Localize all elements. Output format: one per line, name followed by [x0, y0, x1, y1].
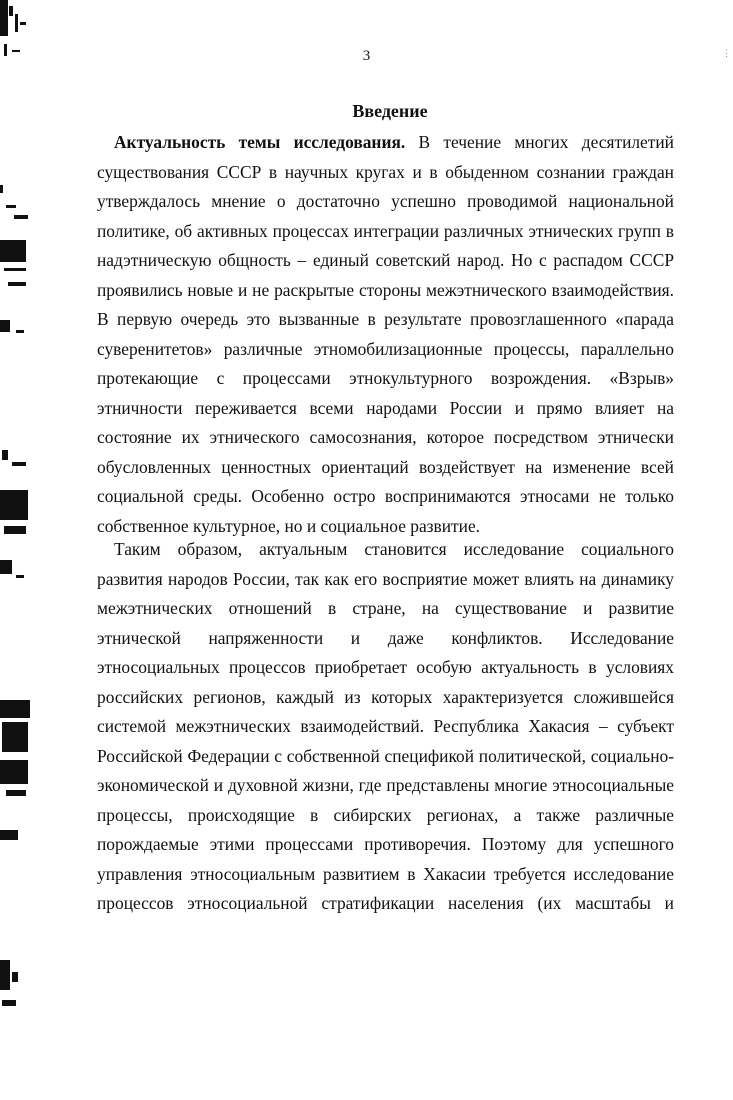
paragraph-1 — [97, 128, 674, 541]
paragraph-2 — [97, 535, 674, 919]
paragraph-1-line: проявились новые и не раскрытые стороны межэтнического взаимодействия. — [97, 279, 674, 300]
paragraph-1-line: В первую очередь это вызванные в результате провозглашенного «парада — [97, 309, 674, 329]
paragraph-1-line: протекающие с процессами этнокультурного возрождения. «Взрыв» — [97, 368, 674, 388]
paragraph-2-line: управления этносоциальным развитием в Хакасии требуется исследование — [97, 863, 674, 884]
paragraph-2-line: процессов этносоциальной стратификации населения (их масштабы и — [97, 893, 674, 913]
paragraph-1-line: политике, об активных процессах интеграции различных этнических групп в — [97, 220, 674, 241]
paragraph-2-line: этнической напряженности и даже конфликтов. Исследование — [97, 627, 674, 648]
paragraph-1-line: обусловленных ценностных ориентаций воздействует на изменение всей — [97, 456, 674, 477]
paragraph-2-line: межэтнических отношений в стране, на существование и развитие — [97, 598, 674, 618]
paragraph-2-line: экономической и духовной жизни, где представлены многие этносоциальные — [97, 775, 674, 795]
paragraph-1-line: состояние их этнического самосознания, которое посредством этнически — [97, 427, 674, 447]
paragraph-1-line: собственное культурное, но и социальное развитие. — [97, 515, 481, 536]
paragraph-2-line: порождаемые этими процессами противоречия. Поэтому для успешного — [97, 834, 674, 854]
paragraph-1-line: утверждалось мнение о достаточно успешно проводимой национальной — [97, 191, 674, 211]
paragraph-1-line: существования СССР в научных кругах и в обыденном сознании граждан — [97, 161, 674, 182]
paragraph-1-line: этничности переживается всеми народами России и прямо влияет на — [97, 397, 674, 418]
page-number: 3 — [362, 48, 371, 64]
paragraph-2-line: процессы, происходящие в сибирских регионах, а также различные — [97, 804, 674, 825]
paragraph-2-line: Российской Федерации с собственной спецификой политической, социально- — [97, 745, 674, 766]
paragraph-1-line: социальной среды. Особенно остро воспринимаются этносами не только — [97, 486, 674, 506]
paragraph-1-line: Актуальность темы исследования. В течение многих десятилетий — [114, 132, 674, 152]
paragraph-2-line: системой межэтнических взаимодействий. Республика Хакасия – субъект — [97, 716, 674, 736]
lead-phrase: Актуальность темы исследования. — [114, 132, 406, 152]
paragraph-1-line: надэтническую общность – единый советский народ. Но с распадом СССР — [97, 250, 674, 270]
paragraph-2-line: российских регионов, каждый из которых характеризуется сложившейся — [97, 686, 674, 707]
paragraph-2-line: развития народов России, так как его восприятие может влиять на динамику — [97, 568, 674, 589]
section-heading: Введение — [352, 101, 428, 121]
scan-mark: ⋮ — [722, 48, 731, 58]
paragraph-2-line: Таким образом, актуальным становится исследование социального — [114, 539, 674, 559]
scan-edge-artifacts — [0, 0, 34, 1100]
paragraph-1-line: суверенитетов» различные этномобилизационные процессы, параллельно — [97, 338, 674, 359]
paragraph-2-line: этносоциальных процессов приобретает особую актуальность в условиях — [97, 657, 674, 677]
